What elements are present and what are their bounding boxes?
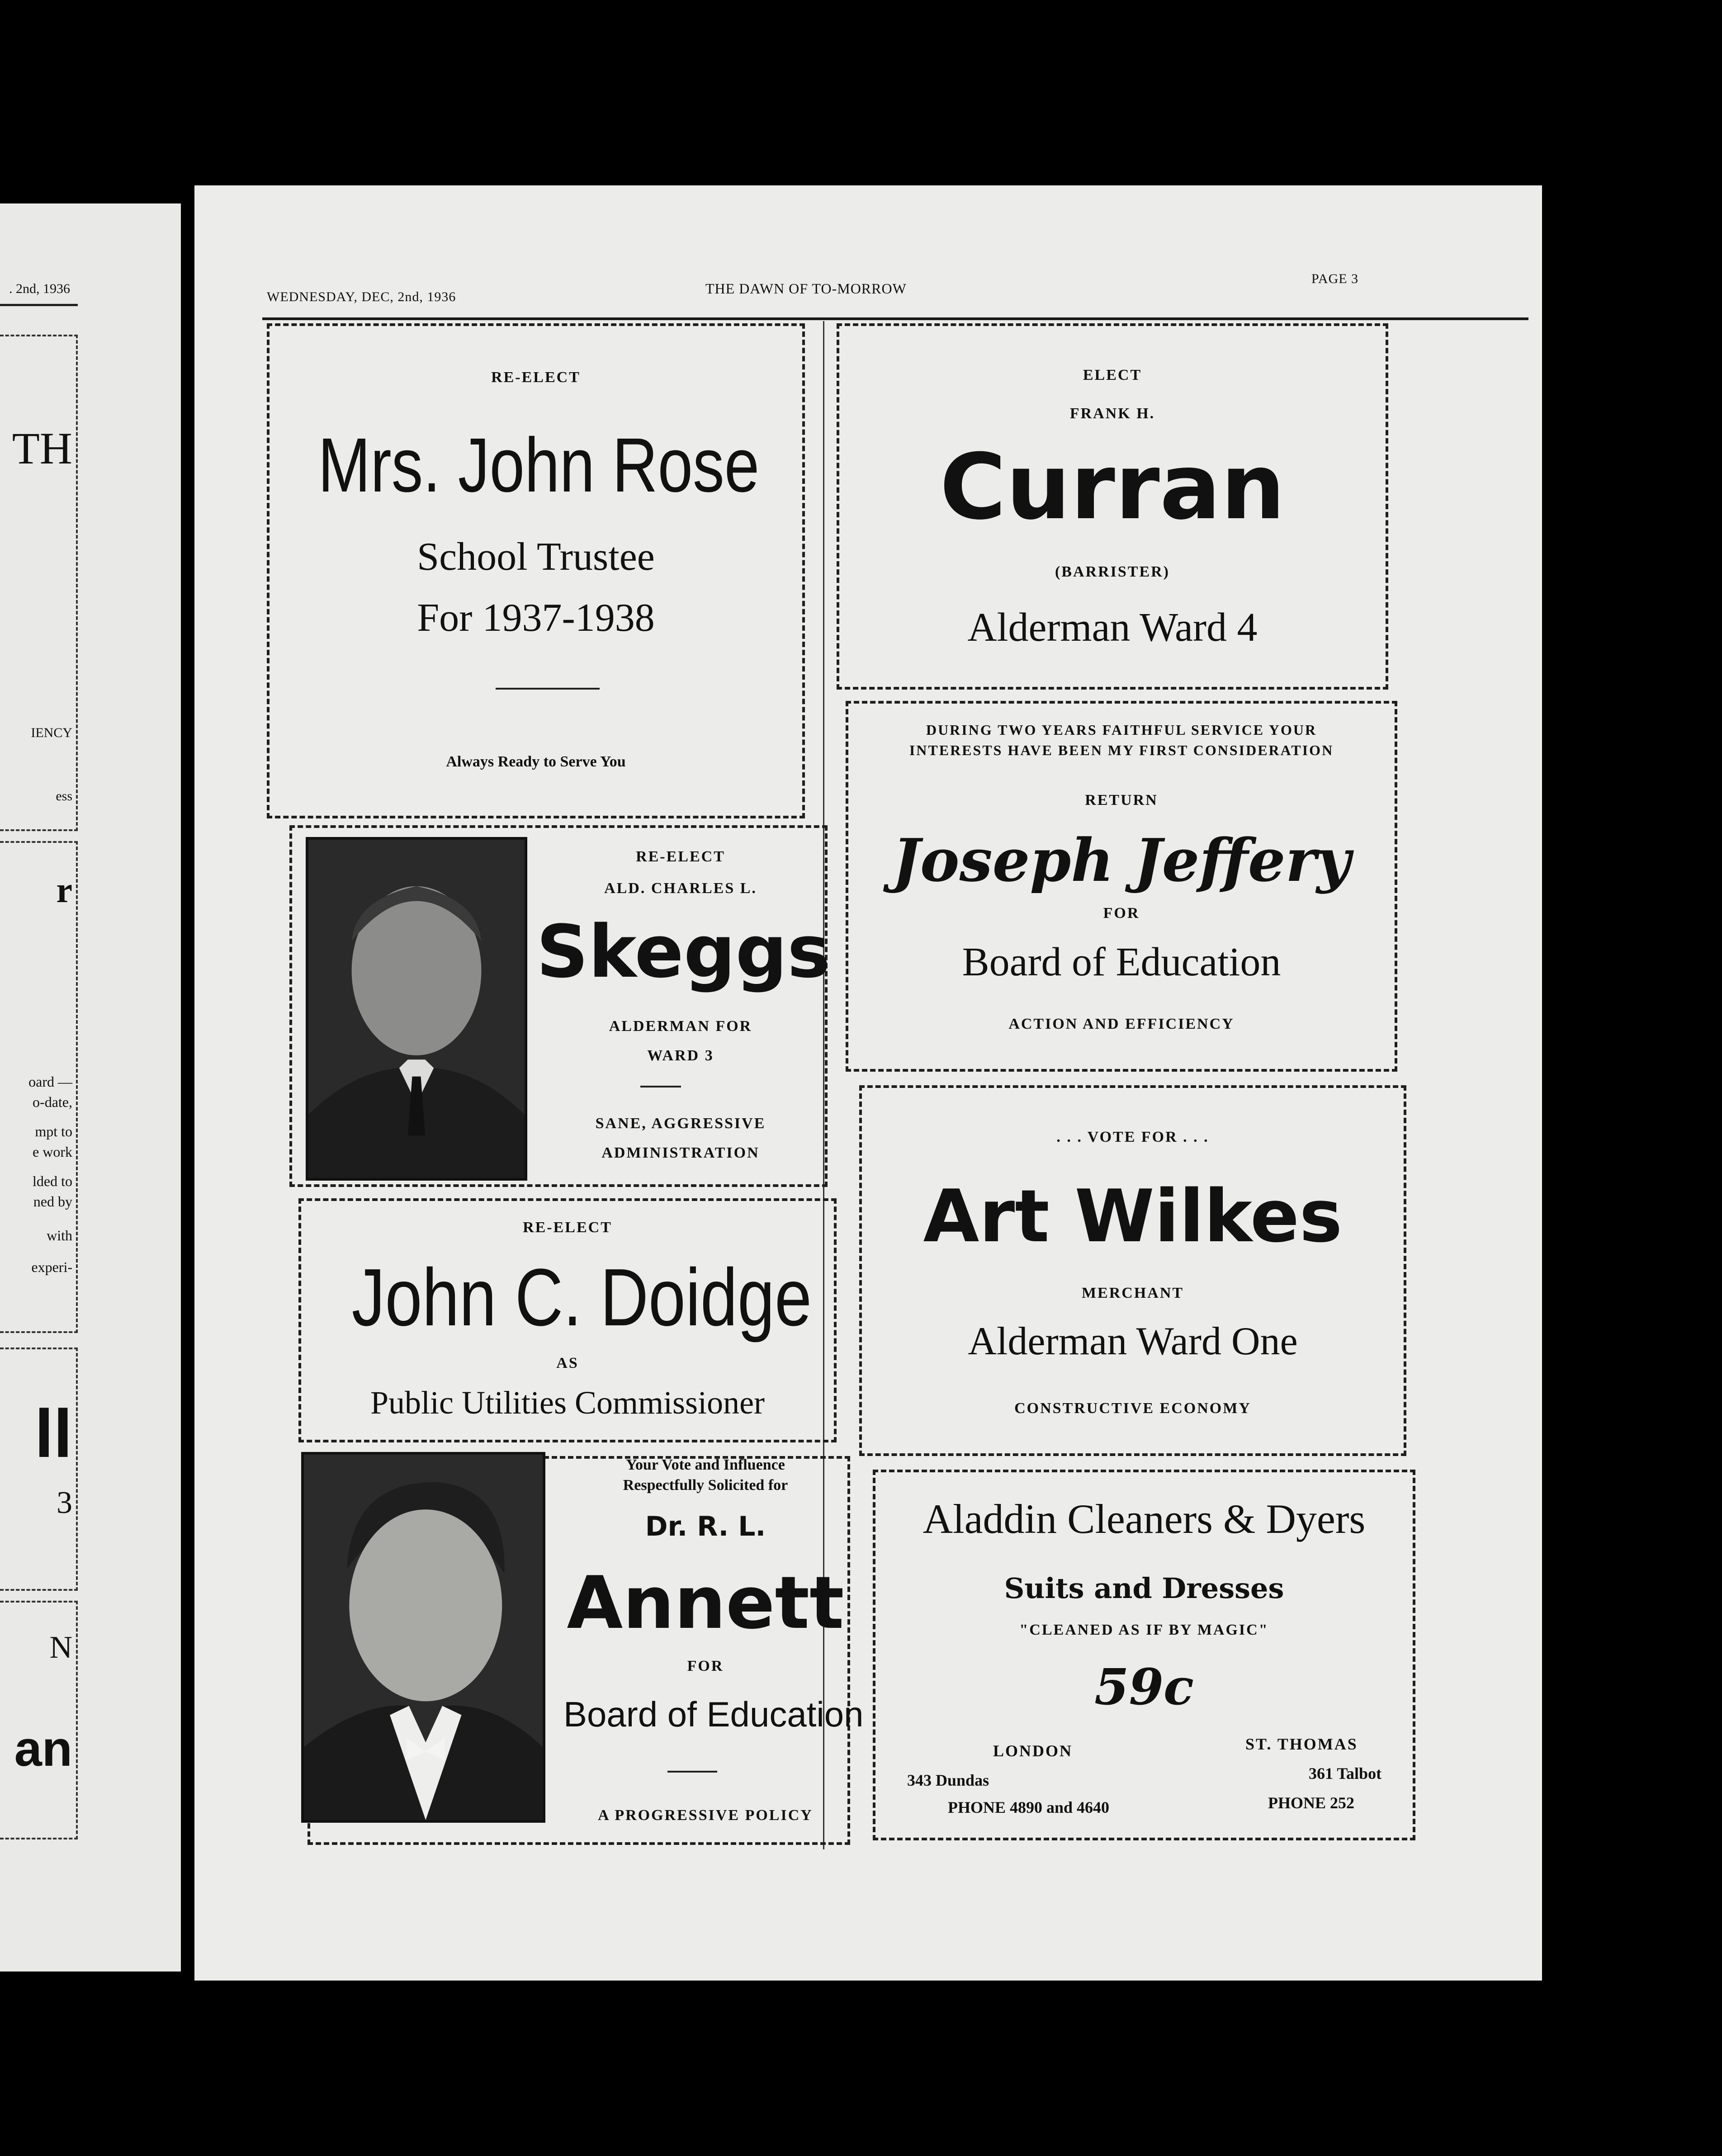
fragment-text: experi- — [31, 1259, 72, 1275]
for-label: FOR — [1103, 905, 1140, 922]
candidate-name: Skeggs — [536, 909, 831, 994]
office-line-2: WARD 3 — [647, 1047, 714, 1064]
fragment-text: oard — — [28, 1073, 72, 1090]
portrait-image — [304, 1455, 543, 1820]
previous-page-rule — [0, 304, 78, 306]
fragment-text: TH — [12, 423, 72, 473]
ad-kicker: RE-ELECT — [491, 369, 581, 386]
candidate-name: John C. Doidge — [351, 1252, 812, 1343]
intro-line-1: Your Vote and Influence — [626, 1456, 785, 1473]
ad-kicker: . . . VOTE FOR . . . — [1056, 1129, 1209, 1145]
intro-line-2: Respectfully Solicited for — [623, 1477, 788, 1494]
candidate-first-name: Dr. R. L. — [645, 1511, 766, 1542]
intro-line-2: INTERESTS HAVE BEEN MY FIRST CONSIDERATION — [909, 742, 1334, 758]
candidate-first-name: FRANK H. — [1069, 405, 1155, 422]
slogan: CONSTRUCTIVE ECONOMY — [1014, 1400, 1251, 1417]
office: Alderman Ward One — [968, 1319, 1298, 1363]
branch-address: 361 Talbot — [1309, 1764, 1382, 1782]
slogan: A PROGRESSIVE POLICY — [598, 1807, 813, 1824]
ad-kicker: RE-ELECT — [636, 848, 725, 865]
fragment-text: an — [14, 1721, 72, 1777]
office: Alderman Ward 4 — [967, 605, 1258, 650]
slogan-quote: "CLEANED AS IF BY MAGIC" — [1019, 1622, 1269, 1638]
branch-city: ST. THOMAS — [1245, 1735, 1358, 1753]
office-line-1: ALDERMAN FOR — [609, 1018, 752, 1035]
branch-phone: PHONE 4890 and 4640 — [948, 1798, 1110, 1816]
fragment-text: o-date, — [33, 1094, 72, 1110]
ad-curran — [837, 323, 1388, 690]
tagline: Always Ready to Serve You — [446, 753, 626, 770]
slogan-line-1: SANE, AGGRESSIVE — [595, 1115, 766, 1132]
fragment-text: IENCY — [31, 725, 72, 740]
fragment-text: lded to — [33, 1173, 72, 1189]
divider-rule — [667, 1771, 717, 1773]
fragment-text: with — [47, 1227, 72, 1243]
london-branch — [889, 1472, 1133, 1838]
term: For 1937-1938 — [417, 596, 655, 640]
previous-ad-fragment-3 — [0, 1348, 78, 1591]
ad-doidge — [298, 1198, 837, 1442]
slogan-line-2: ADMINISTRATION — [601, 1144, 760, 1161]
annett-text-block — [563, 1456, 864, 1842]
branch-city: LONDON — [993, 1742, 1073, 1760]
running-head-date: WEDNESDAY, DEC, 2nd, 1936 — [267, 289, 456, 304]
ad-aladdin — [873, 1470, 1415, 1840]
previous-page-date: . 2nd, 1936 — [9, 281, 70, 296]
fragment-text: 3 — [57, 1485, 72, 1520]
ad-jeffery — [846, 701, 1397, 1072]
fragment-text: ned by — [33, 1193, 72, 1210]
business-name: Aladdin Cleaners & Dyers — [922, 1496, 1366, 1542]
slogan: ACTION AND EFFICIENCY — [1008, 1016, 1235, 1032]
running-head-title: THE DAWN OF TO-MORROW — [705, 280, 907, 297]
portrait-photo-skeggs — [306, 837, 527, 1181]
fragment-text: mpt to — [35, 1123, 72, 1139]
profession: MERCHANT — [1081, 1285, 1184, 1301]
fragment-text: r — [56, 870, 72, 910]
ad-skeggs — [289, 825, 831, 1187]
previous-ad-fragment-1 — [0, 335, 78, 831]
previous-page-edge — [0, 203, 181, 1972]
office: Board of Education — [563, 1694, 864, 1734]
fragment-text: N — [49, 1630, 72, 1665]
office: Board of Education — [962, 940, 1281, 984]
intro-line-1: DURING TWO YEARS FAITHFUL SERVICE YOUR — [926, 722, 1317, 738]
ad-kicker: RETURN — [1085, 792, 1158, 808]
ad-rose — [267, 323, 805, 818]
ad-kicker: ELECT — [1083, 367, 1142, 383]
header-rule — [262, 317, 1528, 320]
portrait-image — [308, 840, 525, 1178]
portrait-photo-annett — [301, 1452, 545, 1823]
service: Suits and Dresses — [1004, 1572, 1284, 1605]
candidate-name: Mrs. John Rose — [318, 422, 760, 508]
candidate-name: Annett — [567, 1560, 844, 1645]
st-thomas-branch — [1155, 1472, 1399, 1838]
candidate-first-name: ALD. CHARLES L. — [604, 880, 757, 897]
branch-phone: PHONE 252 — [1268, 1794, 1355, 1812]
price: 59c — [1094, 1658, 1194, 1716]
fragment-text: ess — [56, 789, 72, 804]
candidate-name: Joseph Jeffery — [892, 826, 1351, 895]
fragment-text: ll — [34, 1395, 72, 1471]
branch-address: 343 Dundas — [907, 1771, 989, 1789]
newspaper-page — [194, 185, 1542, 1981]
office: School Trustee — [417, 535, 655, 579]
ad-kicker: RE-ELECT — [523, 1219, 612, 1236]
divider-rule — [496, 688, 600, 690]
ad-wilkes — [859, 1085, 1406, 1456]
previous-ad-fragment-4 — [0, 1601, 78, 1839]
running-head-page: PAGE 3 — [1311, 271, 1359, 286]
candidate-name: Curran — [940, 435, 1285, 540]
candidate-name: Art Wilkes — [923, 1174, 1343, 1258]
previous-ad-fragment-2 — [0, 841, 78, 1333]
fragment-text: e work — [33, 1144, 72, 1160]
skeggs-text-block — [536, 828, 831, 1184]
profession: (BARRISTER) — [1055, 563, 1170, 580]
as-label: AS — [556, 1355, 579, 1371]
divider-rule — [640, 1086, 681, 1087]
for-label: FOR — [687, 1658, 724, 1674]
office: Public Utilities Commissioner — [370, 1385, 765, 1421]
ad-annett — [308, 1456, 864, 1845]
